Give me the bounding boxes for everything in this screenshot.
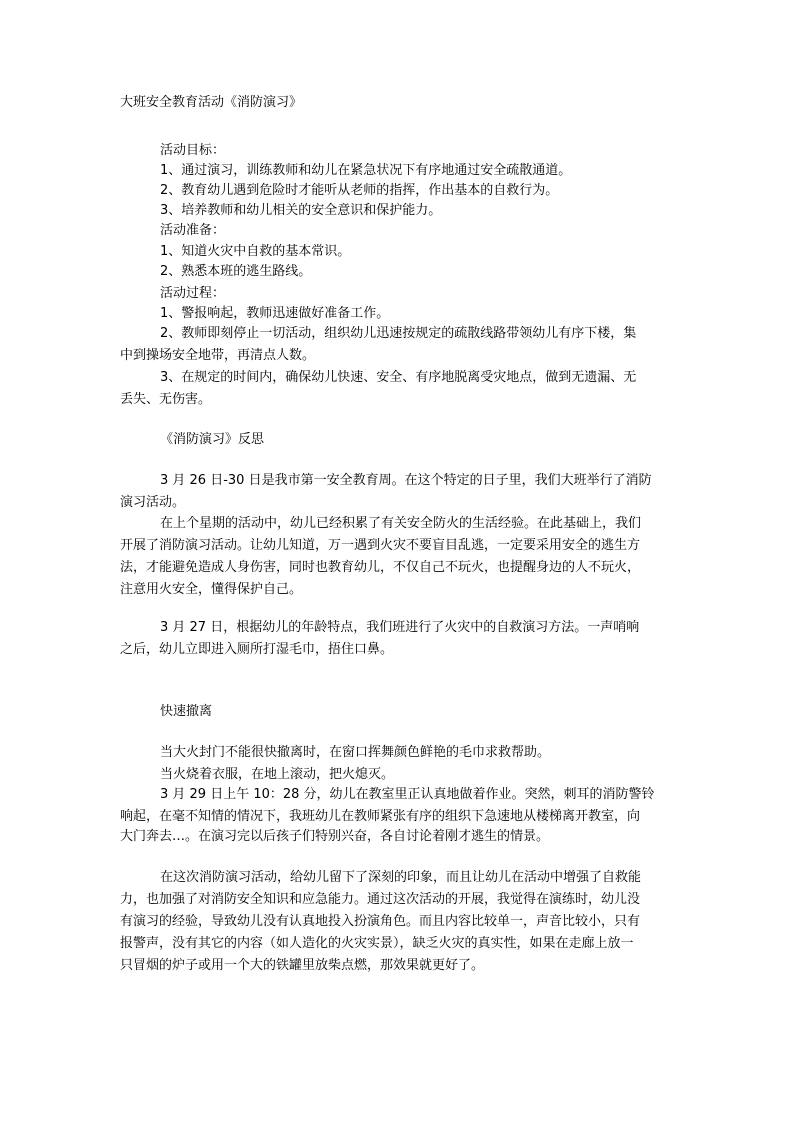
paragraph-line: 当大火封门不能很快撤离时，在窗口挥舞颜色鲜艳的毛巾求救帮助。 [160, 745, 551, 760]
paragraph-line: 只冒烟的炉子或用一个大的铁罐里放柴点燃，那效果就更好了。 [120, 958, 485, 973]
process-heading: 活动过程： [160, 286, 226, 301]
paragraph-line: 当火烧着衣服，在地上滚动，把火熄灭。 [160, 767, 395, 782]
evac-heading: 快速撤离 [160, 704, 213, 719]
paragraph-line: 法，才能避免造成人身伤害，同时也教育幼儿，不仅自己不玩火，也提醒身边的人不玩火， [120, 560, 641, 575]
process-item: 3、在规定的时间内，确保幼儿快速、安全、有序地脱离受灾地点，做到无遗漏、无 [160, 370, 637, 385]
paragraph-line: 力，也加强了对消防安全知识和应急能力。通过这次活动的开展，我觉得在演练时，幼儿没 [120, 892, 641, 907]
reflection-heading: 《消防演习》反思 [160, 432, 265, 447]
paragraph-line: 3 月 26 日-30 日是我市第一安全教育周。在这个特定的日子里，我们大班举行了消防 [160, 473, 652, 488]
paragraph-line: 之后，幼儿立即进入厕所打湿毛巾，捂住口鼻。 [120, 642, 394, 657]
document-title: 大班安全教育活动《消防演习》 [120, 95, 303, 110]
paragraph-line: 大门奔去…。在演习完以后孩子们特别兴奋，各自讨论着刚才逃生的情景。 [120, 829, 550, 844]
process-item: 1、警报响起，教师迅速做好准备工作。 [160, 306, 390, 321]
goal-item: 2、教育幼儿遇到危险时才能听从老师的指挥，作出基本的自救行为。 [160, 183, 559, 198]
paragraph-line: 3 月 27 日，根据幼儿的年龄特点，我们班进行了火灾中的自救演习方法。一声哨响 [160, 620, 640, 635]
paragraph-line: 报警声，没有其它的内容（如人造化的火灾实景），缺乏火灾的真实性，如果在走廊上放一 [120, 936, 634, 951]
prep-heading: 活动准备： [160, 223, 226, 238]
paragraph-line: 在这次消防演习活动，给幼儿留下了深刻的印象，而且让幼儿在活动中增强了自救能 [160, 870, 642, 885]
paragraph-line: 在上个星期的活动中，幼儿已经积累了有关安全防火的生活经验。在此基础上，我们 [160, 516, 642, 531]
process-item-cont: 中到操场安全地带，再清点人数。 [120, 348, 316, 363]
goal-item: 3、培养教师和幼儿相关的安全意识和保护能力。 [160, 203, 442, 218]
process-item: 2、教师即刻停止一切活动，组织幼儿迅速按规定的疏散线路带领幼儿有序下楼，集 [160, 326, 637, 341]
process-item-cont: 丢失、无伤害。 [120, 392, 212, 407]
paragraph-line: 3 月 29 日上午 10：28 分，幼儿在教室里正认真地做着作业。突然，刺耳的消防警铃 [160, 787, 655, 802]
prep-item: 1、知道火灾中自救的基本常识。 [160, 244, 351, 259]
paragraph-line: 注意用火安全，懂得保护自己。 [120, 582, 303, 597]
paragraph-line: 有演习的经验，导致幼儿没有认真地投入扮演角色。而且内容比较单一，声音比较小，只有 [120, 914, 641, 929]
goal-heading: 活动目标： [160, 143, 226, 158]
paragraph-line: 响起，在毫不知情的情况下，我班幼儿在教师紧张有序的组织下急速地从楼梯离开教室，向 [120, 809, 641, 824]
prep-item: 2、熟悉本班的逃生路线。 [160, 264, 312, 279]
paragraph-line: 开展了消防演习活动。让幼儿知道，万一遇到火灾不要盲目乱逃，一定要采用安全的逃生方 [120, 538, 641, 553]
goal-item: 1、通过演习，训练教师和幼儿在紧急状况下有序地通过安全疏散通道。 [160, 163, 572, 178]
paragraph-line: 演习活动。 [120, 495, 186, 510]
